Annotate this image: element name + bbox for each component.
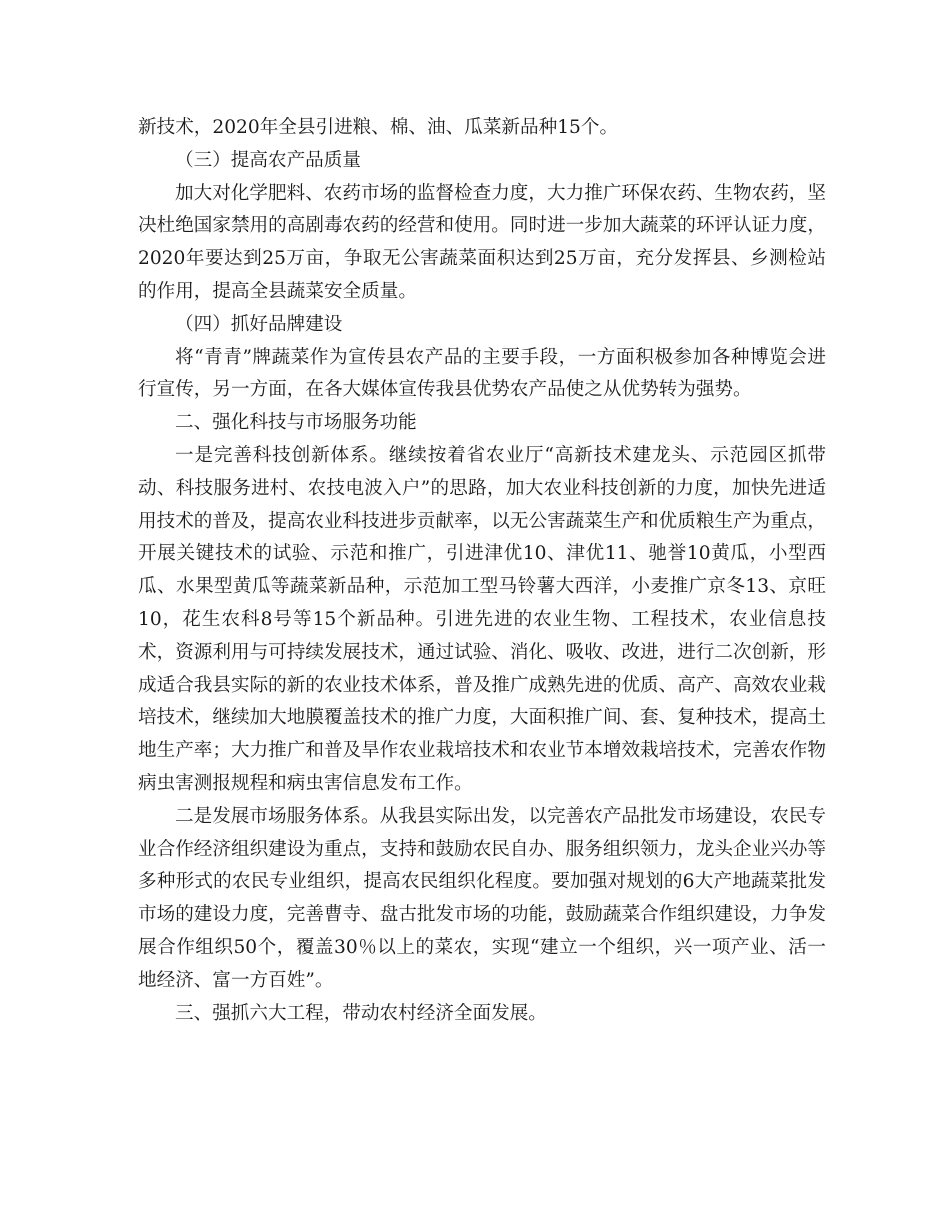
paragraph-pesticide-supervision: 加大对化学肥料、农药市场的监督检查力度，大力推广环保农药、生物农药，坚决杜绝国家禁用的高剧毒农药的经营和使用。同时进一步加大蔬菜的环评认证力度，2020年要达到25万亩，争取无公害蔬菜面积达到25万亩，充分发挥县、乡测检站的作用，提高全县蔬菜安全质量。	[138, 182, 826, 302]
document-body	[138, 112, 826, 1030]
paragraph-brand-promotion: 将“青青”牌蔬菜作为宣传县农产品的主要手段，一方面积极参加各种博览会进行宣传，另一方面，在各大媒体宣传我县优势农产品使之从优势转为强势。	[138, 346, 826, 401]
continued-paragraph: 新技术，2020年全县引进粮、棉、油、瓜菜新品种15个。	[138, 117, 619, 138]
section-heading-six-projects: 三、强抓六大工程，带动农村经济全面发展。	[175, 1002, 547, 1024]
paragraph-market-services: 二是发展市场服务体系。从我县实际出发，以完善农产品批发市场建设，农民专业合作经济组织建设为重点，支持和鼓励农民自办、服务组织领力，龙头企业兴办等多种形式的农民专业组织，提高农民组织化程度。要加强对规划的6大产地蔬菜批发市场的建设力度，完善曹寺、盘古批发市场的功能，鼓励蔬菜合作组织建设，力争发展合作组织50个，覆盖30％以上的菜农，实现“建立一个组织，兴一项产业、活一地经济、富一方百姓”。	[138, 805, 826, 991]
paragraph-tech-innovation: 一是完善科技创新体系。继续按着省农业厅“高新技术建龙头、示范园区抓带动、科技服务进村、农技电波入户”的思路，加大农业科技创新的力度，加快先进适用技术的普及，提高农业科技进步贡献率，以无公害蔬菜生产和优质粮生产为重点，开展关键技术的试验、示范和推广，引进津优10、津优11、驰誉10黄瓜，小型西瓜、水果型黄瓜等蔬菜新品种，示范加工型马铃薯大西洋，小麦推广京冬13、京旺10，花生农科8号等15个新品种。引进先进的农业生物、工程技术，农业信息技术，资源利用与可持续发展技术，通过试验、消化、吸收、改进，进行二次创新，形成适合我县实际的新的农业技术体系，普及推广成熟先进的优质、高产、高效农业栽培技术，继续加大地膜覆盖技术的推广力度，大面积推广间、套、复种技术，提高土地生产率；大力推广和普及旱作农业栽培技术和农业节本增效栽培技术，完善农作物病虫害测报规程和病虫害信息发布工作。	[138, 444, 826, 794]
section-heading-brand-building: （四）抓好品牌建设	[175, 313, 343, 335]
section-heading-product-quality: （三）提高农产品质量	[175, 149, 361, 171]
section-heading-tech-market-services: 二、强化科技与市场服务功能	[175, 412, 417, 434]
